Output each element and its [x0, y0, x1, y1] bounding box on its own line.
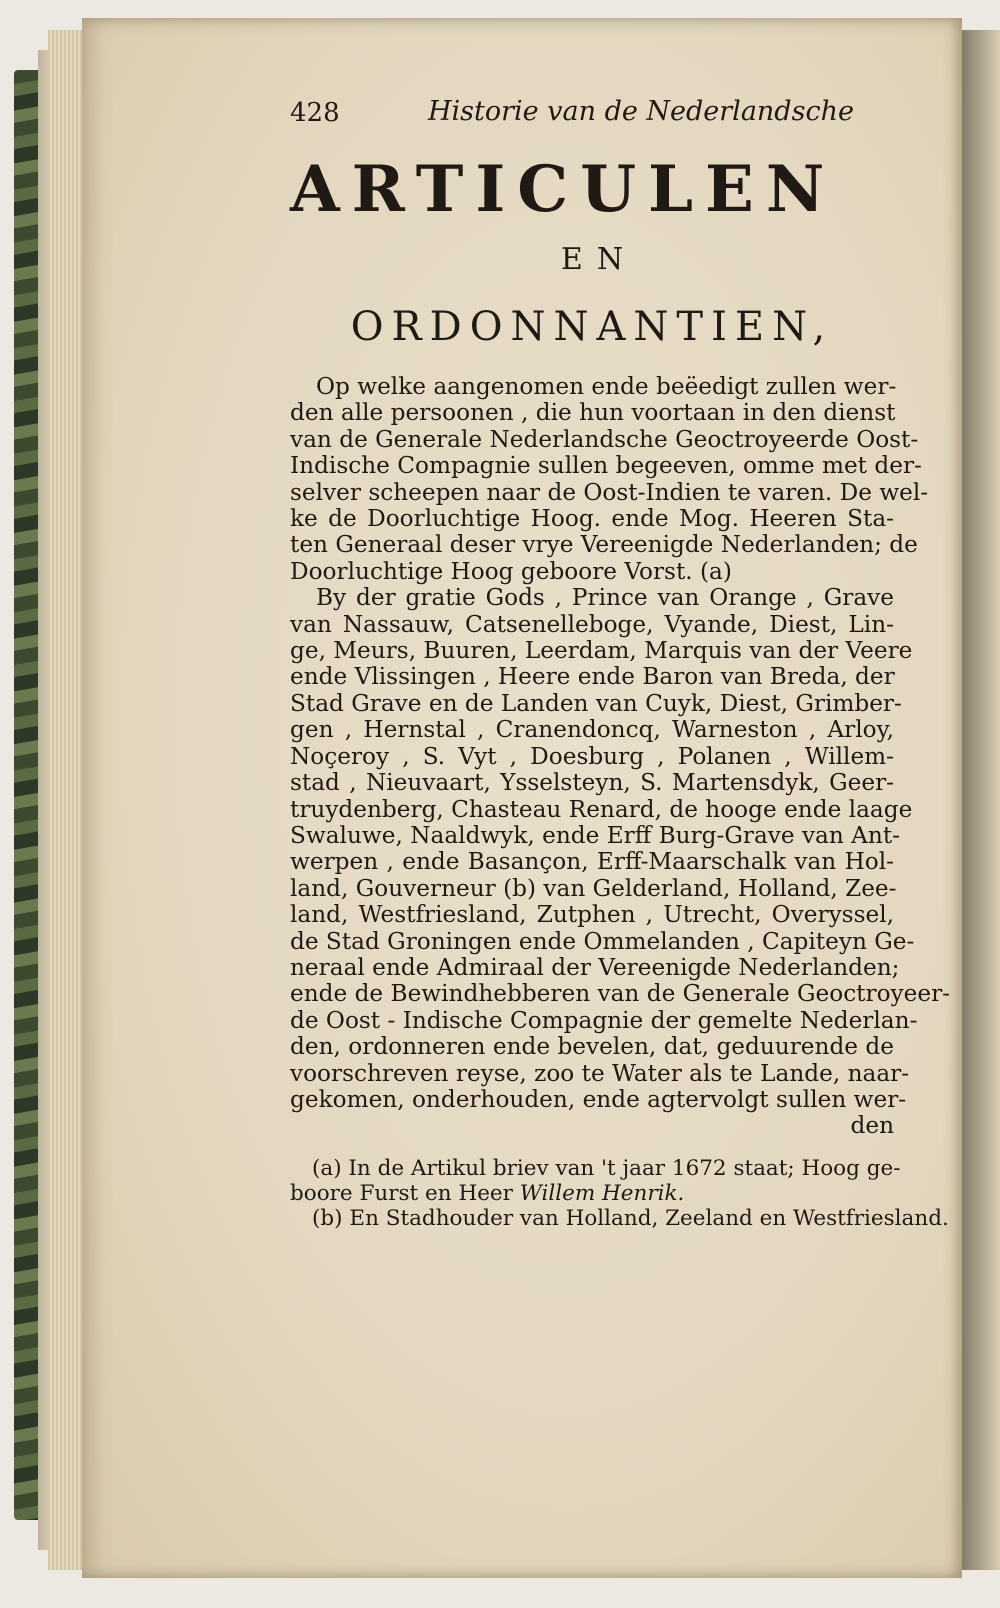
footnote-b: (b) En Stadhouder van Holland, Zeeland en Westfriesland. [312, 1205, 949, 1231]
text-line: selver scheepen naar de Oost-Indien te varen. De wel- [290, 478, 929, 506]
text-line: Op welke aangenomen ende beëedigt zullen wer- [316, 373, 897, 400]
title-sub: ORDONNANTIEN, [350, 304, 834, 350]
text-line: den, ordonneren ende bevelen, dat, geduurende de [290, 1033, 894, 1061]
page-number: 428 [290, 98, 340, 128]
text-line: ende de Bewindhebberen van de Generale Geoctroyeer- [290, 980, 951, 1008]
text-line: Noçeroy , S. Vyt , Doesburg , Polanen , Willem- [290, 742, 894, 770]
text-line: neraal ende Admiraal der Vereenigde Nederlanden; [290, 953, 900, 981]
text-line: ke de Doorluchtige Hoog. ende Mog. Heeren Sta- [290, 505, 894, 533]
text-line: land, Westfriesland, Zutphen , Utrecht, Overyssel, [290, 901, 894, 929]
running-head: Historie van de Nederlandsche [428, 96, 854, 127]
text-line: land, Gouverneur (b) van Gelderland, Holland, Zee- [290, 874, 897, 902]
text-line: ende Vlissingen , Heere ende Baron van Breda, der [290, 663, 895, 691]
page-content [290, 96, 951, 1231]
paragraph-intro [290, 373, 929, 585]
page-header [290, 96, 894, 140]
text-line: werpen , ende Basançon, Erff-Maarschalk van Hol- [290, 848, 894, 876]
text-line: ten Generaal deser vrye Vereenigde Nederlanden; de [290, 531, 918, 559]
catchword: den [850, 1112, 894, 1140]
text-line: de Stad Groningen ende Ommelanden , Capiteyn Ge- [290, 927, 915, 955]
text-line: gekomen, onderhouden, ende agtervolgt sullen wer- [290, 1085, 907, 1113]
text-line: ge, Meurs, Buuren, Leerdam, Marquis van der Veere [290, 637, 913, 665]
facing-page-edge [960, 30, 1000, 1570]
body-text [290, 373, 951, 1140]
footnote-a: (a) In de Artikul briev van 't jaar 1672 staat; Hoog ge- [312, 1155, 901, 1181]
footnotes [290, 1155, 949, 1231]
paragraph-decree [290, 584, 951, 1140]
text-line: van de Generale Nederlandsche Geoctroyeerde Oost- [290, 425, 919, 453]
text-line: truydenberg, Chasteau Renard, de hooge ende laage [290, 795, 913, 823]
text-line: van Nassauw, Catsenelleboge, Vyande, Diest, Lin- [290, 610, 894, 638]
footnote-a-text: boore Furst en Heer [290, 1180, 520, 1206]
text-line: gen , Hernstal , Cranendoncq, Warneston , Arloy, [290, 716, 894, 744]
text-line: de Oost - Indische Compagnie der gemelte Nederlan- [290, 1006, 918, 1034]
footnote-a-continued [290, 1181, 894, 1206]
text-line: By der gratie Gods , Prince van Orange , Grave [316, 584, 894, 612]
footnote-a-name: Willem Henrik. [519, 1180, 685, 1206]
title-conjunction: EN [560, 242, 638, 277]
text-line: Swaluwe, Naaldwyk, ende Erff Burg-Grave van Ant- [290, 821, 901, 849]
text-line: den alle persoonen , die hun voortaan in den dienst [290, 399, 896, 427]
title-main: ARTICULEN [290, 152, 837, 227]
text-line: voorschreven reyse, zoo te Water als te Lande, naar- [290, 1059, 910, 1087]
text-line: Doorluchtige Hoog geboore Vorst. (a) [290, 557, 732, 585]
text-line: stad , Nieuvaart, Ysselsteyn, S. Martensdyk, Geer- [290, 769, 894, 797]
text-line: Stad Grave en de Landen van Cuyk, Diest, Grimber- [290, 689, 902, 717]
text-line: Indische Compagnie sullen begeeven, omme met der- [290, 452, 922, 480]
